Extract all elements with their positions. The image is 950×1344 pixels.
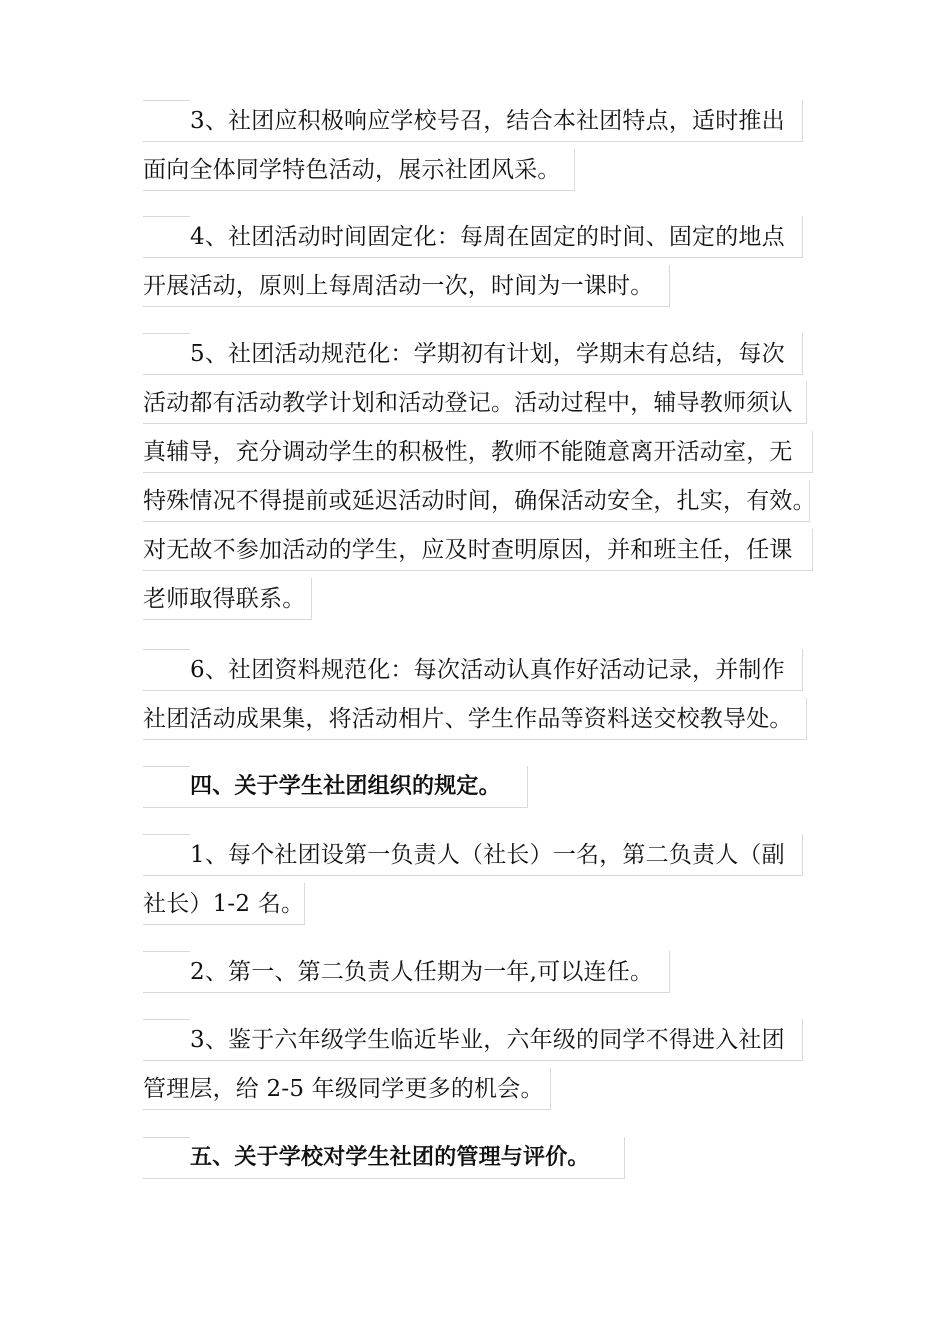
text-line: 面向全体同学特色活动，展示社团风采。 xyxy=(143,149,575,191)
paragraph-standardization-5 xyxy=(143,333,816,627)
section-heading-5 xyxy=(143,1137,625,1186)
text-line: 2、第一、第二负责人任期为一年,可以连任。 xyxy=(143,951,670,993)
heading-line: 五、关于学校对学生社团的管理与评价。 xyxy=(143,1137,625,1179)
text-line: 对无故不参加活动的学生，应及时查明原因，并和班主任，任课 xyxy=(143,529,813,571)
text-line: 活动都有活动教学计划和活动登记。活动过程中，辅导教师须认 xyxy=(143,382,807,424)
paragraph-club-leaders-1 xyxy=(143,834,803,932)
text-line: 1、每个社团设第一负责人（社长）一名，第二负责人（副 xyxy=(143,834,803,876)
paragraph-club-activities-3 xyxy=(143,100,803,198)
text-line: 5、社团活动规范化：学期初有计划，学期末有总结，每次 xyxy=(143,333,803,375)
text-line: 老师取得联系。 xyxy=(143,578,312,620)
text-line: 开展活动，原则上每周活动一次，时间为一课时。 xyxy=(143,265,670,307)
heading-line: 四、关于学生社团组织的规定。 xyxy=(143,766,528,808)
paragraph-term-2 xyxy=(143,951,670,1000)
text-line: 4、社团活动时间固定化：每周在固定的时间、固定的地点 xyxy=(143,216,803,258)
text-line: 管理层，给 2-5 年级同学更多的机会。 xyxy=(143,1068,551,1110)
paragraph-records-6 xyxy=(143,649,807,747)
section-heading-4 xyxy=(143,766,528,815)
text-line: 3、社团应积极响应学校号召，结合本社团特点，适时推出 xyxy=(143,100,803,142)
text-line: 社团活动成果集，将活动相片、学生作品等资料送交校教导处。 xyxy=(143,698,807,740)
text-line: 3、鉴于六年级学生临近毕业，六年级的同学不得进入社团 xyxy=(143,1019,803,1061)
paragraph-fixed-schedule-4 xyxy=(143,216,803,314)
text-line: 社长）1-2 名。 xyxy=(143,883,305,925)
text-line: 真辅导，充分调动学生的积极性，教师不能随意离开活动室，无 xyxy=(143,431,813,473)
text-line: 特殊情况不得提前或延迟活动时间，确保活动安全，扎实，有效。 xyxy=(143,480,810,522)
paragraph-sixth-grade-3 xyxy=(143,1019,803,1117)
text-line: 6、社团资料规范化：每次活动认真作好活动记录，并制作 xyxy=(143,649,803,691)
